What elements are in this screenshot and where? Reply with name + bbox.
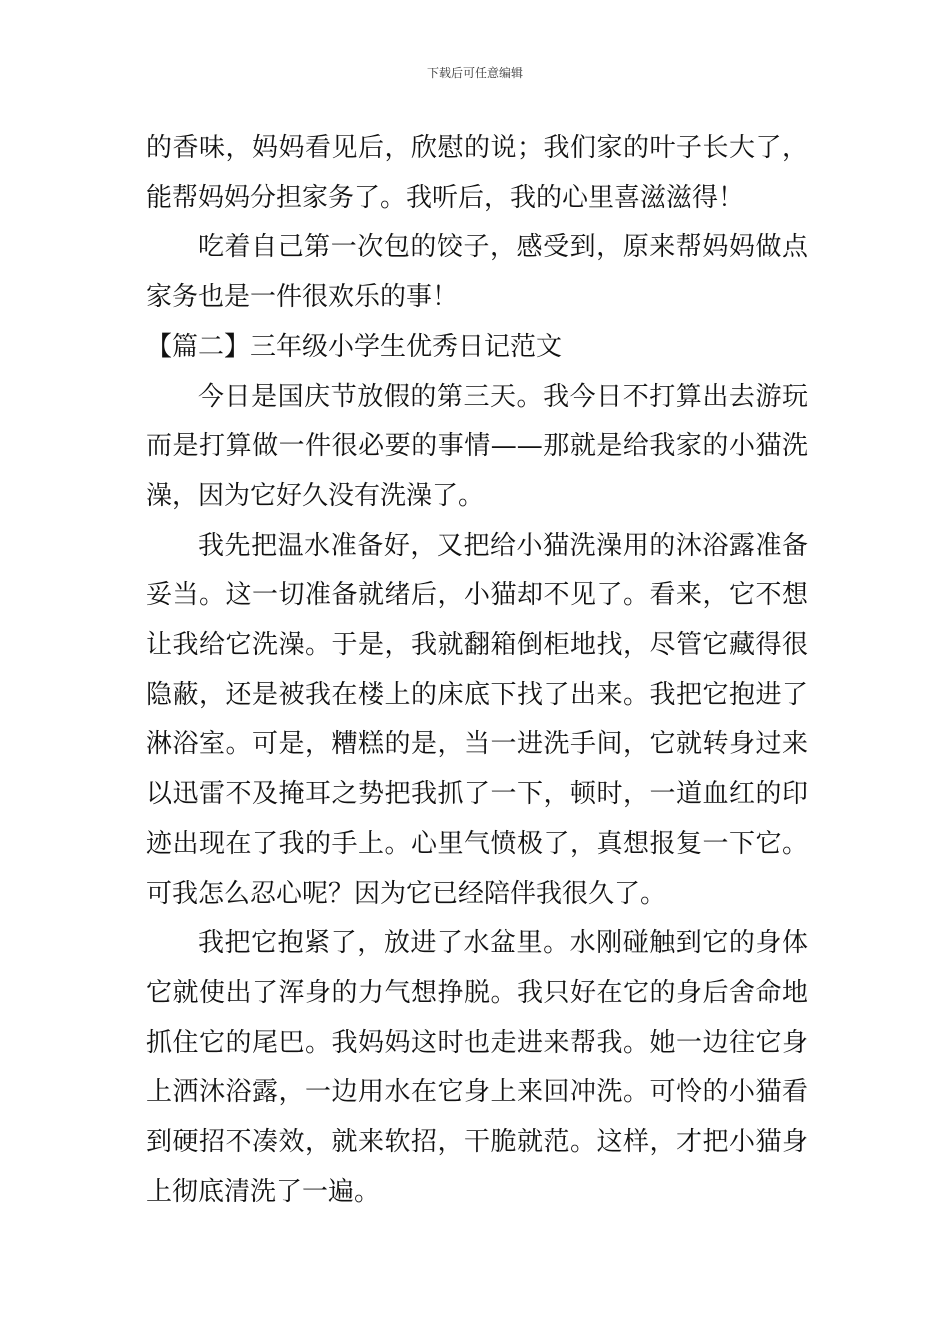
paragraph-bathing: 我把它抱紧了，放进了水盆里。水刚碰触到它的身体它就使出了浑身的力气想挣脱。我只好在它的身后舍命地抓住它的尾巴。我妈妈这时也走进来帮我。她一边往它身上洒沐浴露，一边用水在它身上来回冲洗。可怜的小猫看到硬招不凑效，就来软招，干脆就范。这样，才把小猫身上彻底清洗了一遍。 <box>146 928 808 1207</box>
section-heading: 【篇二】三年级小学生优秀日记范文 <box>146 331 563 362</box>
page-header: 下载后可任意编辑 <box>426 66 523 80</box>
paragraph-preparation: 我先把温水准备好，又把给小猫洗澡用的沐浴露准备妥当。这一切准备就绪后，小猫却不见了。看来，它不想让我给它洗澡。于是，我就翻箱倒柜地找，尽管它藏得很隐蔽，还是被我在楼上的床底下找了出来。我把它抱进了淋浴室。可是，糟糕的是，当一进洗手间，它就转身过来以迅雷不及掩耳之势把我抓了一下，顿时，一道血红的印迹出现在了我的手上。心里气愤极了，真想报复一下它。可我怎么忍心呢？因为它已经陪伴我很久了。 <box>146 530 808 909</box>
paragraph-national-day: 今日是国庆节放假的第三天。我今日不打算出去游玩而是打算做一件很必要的事情——那就是给我家的小猫洗澡，因为它好久没有洗澡了。 <box>146 381 808 511</box>
paragraph-continuation: 的香味，妈妈看见后，欣慰的说；我们家的叶子长大了，能帮妈妈分担家务了。我听后，我的心里喜滋滋得！ <box>146 133 808 213</box>
paragraph-dumplings: 吃着自己第一次包的饺子，感受到，原来帮妈妈做点家务也是一件很欢乐的事！ <box>146 232 808 313</box>
document-body <box>146 124 808 1217</box>
